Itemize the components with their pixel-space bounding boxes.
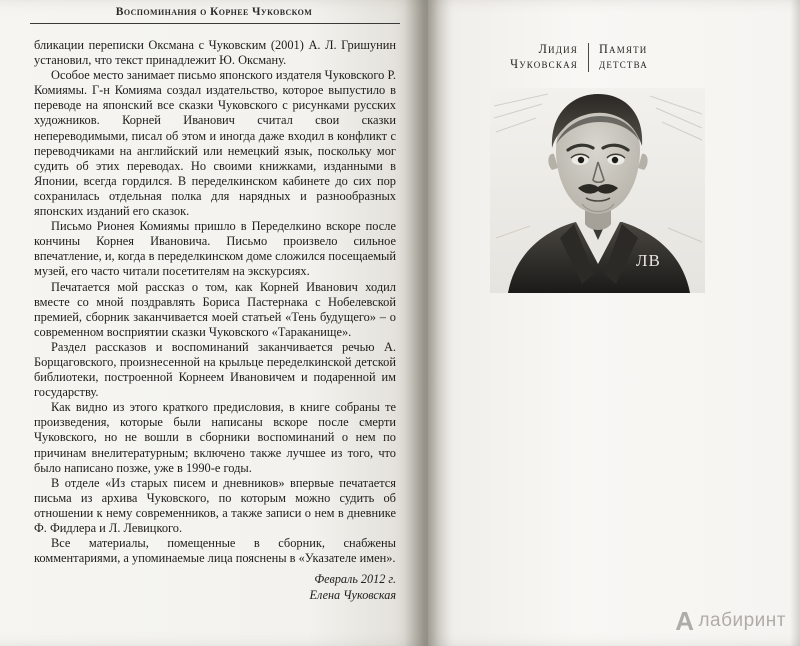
paragraph: Печатается мой рассказ о том, как Корней Иванович ходил вместе со мной поздравлять Бориса Пастернака с Нобелевской премией, сборник заканчивается моей статьей «Тень будущего» – о современном восприятии сказки Чуковского «Тараканище». xyxy=(34,279,396,339)
labirint-watermark xyxy=(675,608,786,634)
labirint-watermark-text: лабиринт xyxy=(698,610,786,631)
right-book-page xyxy=(428,0,800,646)
illustration-signature: ЛВ xyxy=(636,251,661,270)
section-title-block xyxy=(490,42,695,72)
paragraph: Письмо Рионея Комиямы пришло в Переделкино вскоре после кончины Корнея Ивановича. Письмо произвело сильное впечатление, и, когда в переделкинском доме сложился посещаемый музей, его часто читали посетителям на экскурсиях. xyxy=(34,219,396,279)
paragraph: Особое место занимает письмо японского издателя Чуковского Р. Комиямы. Г‑н Комияма создал издательство, которое выпустило в переводе на японский все сказки Чуковского с рисунками русских художников. Корней Иванович считал свои сказки непереводимыми, писал об этом и иногда даже входил в конфликт с переводчиками на английский или немецкий язык, поскольку мог судить об этих переводах. Но своими книжками, изданными в Японии, всегда гордился. В переделкинском кабинете до сих пор сохранилась отдельная полка для нарядных и разнообразных японских изданий его сказок. xyxy=(34,68,396,219)
left-page-body-text xyxy=(34,38,396,603)
section-title: Памяти детства xyxy=(599,42,648,71)
signature-author: Елена Чуковская xyxy=(309,587,396,602)
labirint-logo-icon: А xyxy=(675,606,695,636)
paragraph: Как видно из этого краткого предисловия, в книге собраны те произведения, которые были написаны вскоре после смерти Чуковского, но не вошли в сборники воспоминаний о нем по причинам внелитературным; включено также лучшее из того, что было написано позже, уже в 1990‑е годы. xyxy=(34,400,396,475)
paragraph: бликации переписки Оксмана с Чуковским (2001) А. Л. Гришунин установил, что текст принадлежит Ю. Оксману. xyxy=(34,38,396,68)
header-rule xyxy=(30,23,400,24)
portrait-of-korney-chukovsky xyxy=(490,88,705,293)
signature-date: Февраль 2012 г. xyxy=(314,572,396,587)
section-author: Лидия Чуковская xyxy=(510,42,578,71)
signature-block xyxy=(34,572,396,603)
paragraph: В отделе «Из старых писем и дневников» впервые печатается письма из архива Чуковского, по которым можно судить об отношении к нему современников, а также записи о нем в дневнике Ф. Фидлера и Л. Левицкого. xyxy=(34,475,396,535)
paragraph: Раздел рассказов и воспоминаний заканчивается речью А. Борщаговского, произнесенной на крыльце переделкинской детской библиотеки, построенной Корнеем Ивановичем и подаренной им государству. xyxy=(34,339,396,400)
paragraph: Все материалы, помещенные в сборник, снабжены комментариями, а упоминаемые лица пояснены в «Указателе имен». xyxy=(34,536,396,566)
page-edge-shade xyxy=(790,0,800,646)
title-divider xyxy=(588,43,589,72)
portrait-illustration-svg xyxy=(490,88,705,293)
running-head: Воспоминания о Корнее Чуковском xyxy=(115,6,313,18)
